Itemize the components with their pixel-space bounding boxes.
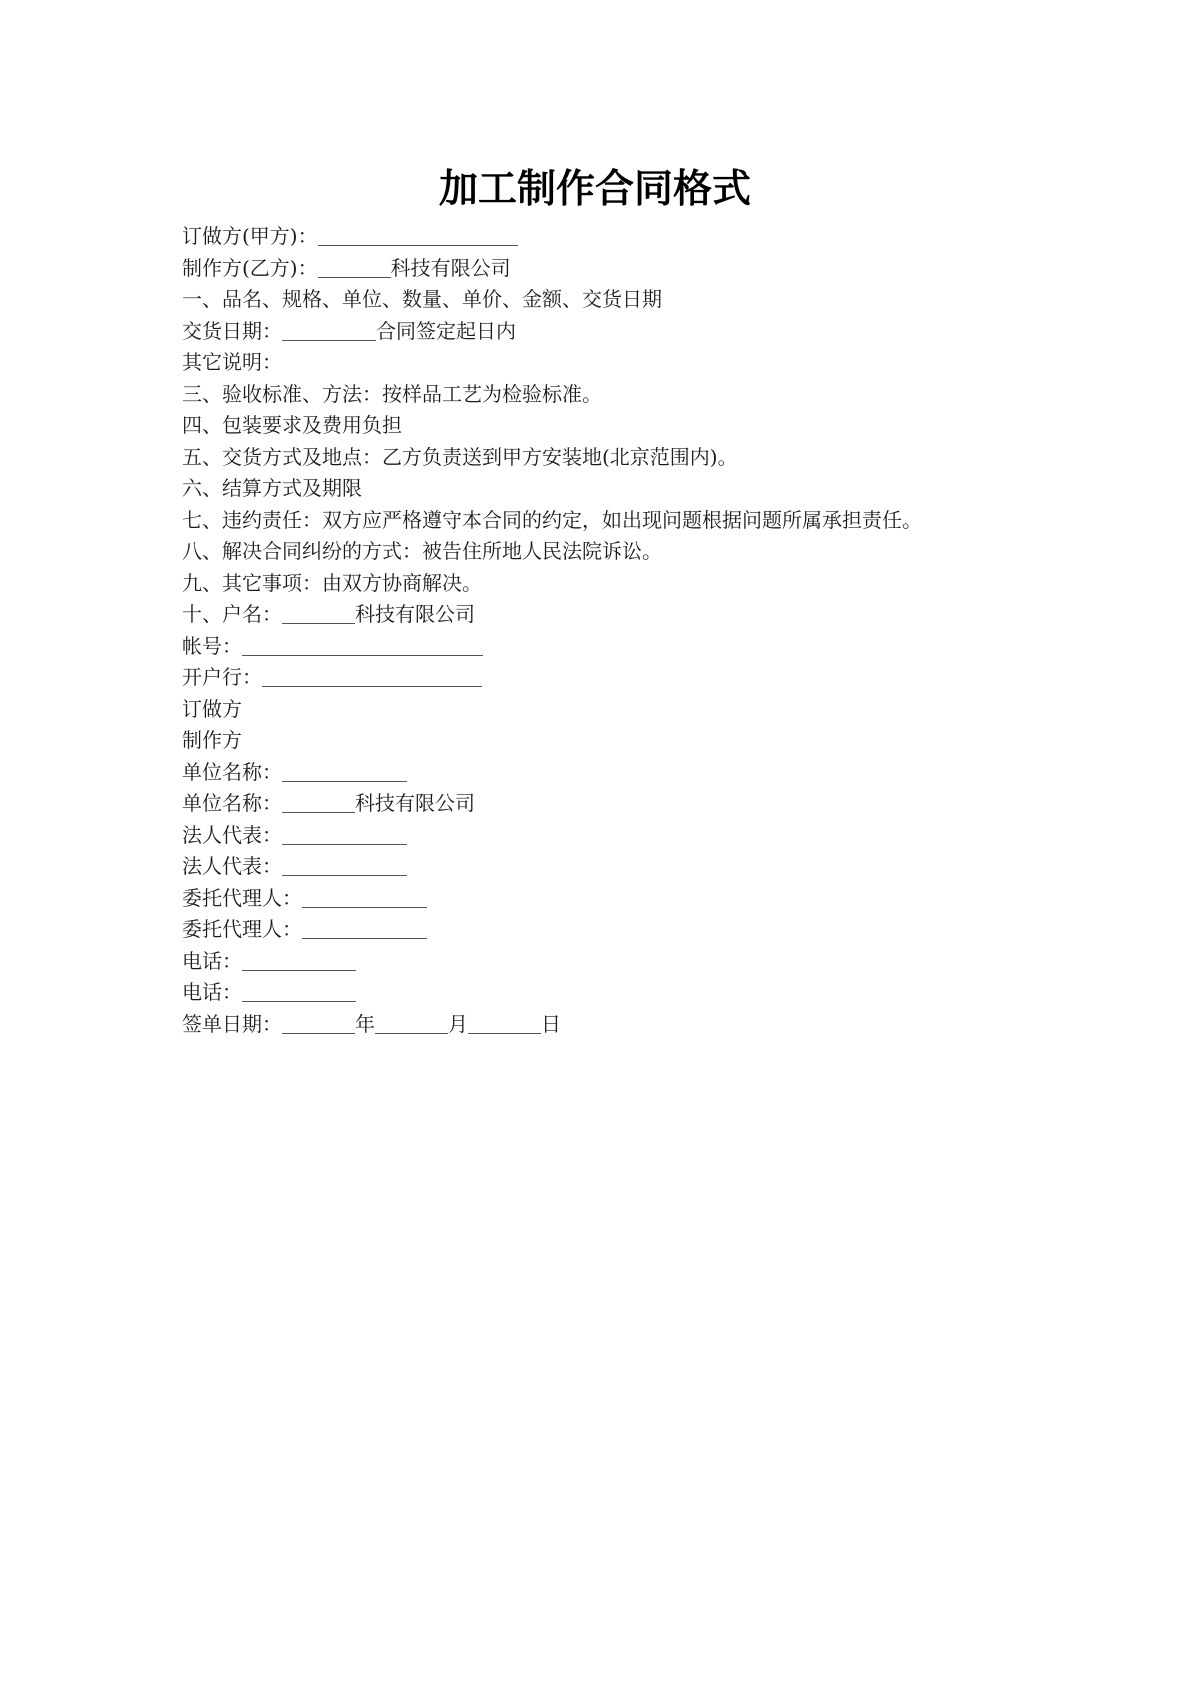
document-line <box>182 788 1082 820</box>
line-text: 科技有限公司 <box>355 602 475 626</box>
fill-in-blank <box>242 637 483 656</box>
line-text: 制作方(乙方)： <box>182 255 318 280</box>
line-text: 合同签定起日内 <box>376 318 516 343</box>
fill-in-blank <box>282 794 355 813</box>
line-text: 十、户名： <box>182 602 282 626</box>
document-line <box>182 568 1082 600</box>
document-body <box>182 221 1082 1040</box>
line-text: 制作方 <box>182 728 242 752</box>
line-text: 年 <box>355 1011 375 1036</box>
document-line <box>182 883 1082 915</box>
line-text: 日 <box>541 1011 561 1036</box>
fill-in-blank <box>375 1015 448 1034</box>
fill-in-blank <box>282 763 407 782</box>
line-text: 法人代表： <box>182 854 282 878</box>
fill-in-blank <box>282 857 407 876</box>
document-line <box>182 694 1082 726</box>
fill-in-blank <box>468 1015 541 1034</box>
document-line <box>182 662 1082 694</box>
document-line <box>182 473 1082 505</box>
fill-in-blank <box>262 668 482 687</box>
document-line <box>182 977 1082 1009</box>
document-line <box>182 1009 1082 1041</box>
line-text: 单位名称： <box>182 759 282 784</box>
line-text: 三、验收标准、方法：按样品工艺为检验标准。 <box>182 381 602 406</box>
line-text: 八、解决合同纠纷的方式：被告住所地人民法院诉讼。 <box>182 539 662 563</box>
line-text: 法人代表： <box>182 822 282 847</box>
document-title: 加工制作合同格式 <box>438 167 751 212</box>
fill-in-blank <box>282 322 376 341</box>
fill-in-blank <box>302 920 427 939</box>
document-line <box>182 599 1082 631</box>
line-text: 五、交货方式及地点：乙方负责送到甲方安装地(北京范围内)。 <box>182 444 738 469</box>
document-line <box>182 757 1082 789</box>
line-text: 科技有限公司 <box>390 255 511 280</box>
fill-in-blank <box>282 826 407 845</box>
line-text: 九、其它事项：由双方协商解决。 <box>182 570 482 595</box>
fill-in-blank <box>242 952 356 971</box>
line-text: 帐号： <box>182 633 242 658</box>
line-text: 科技有限公司 <box>355 791 475 815</box>
document-line <box>182 379 1082 411</box>
line-text: 电话： <box>182 948 242 973</box>
line-text: 单位名称： <box>182 791 282 815</box>
document-line <box>182 410 1082 442</box>
document-line <box>182 253 1082 285</box>
line-text: 一、品名、规格、单位、数量、单价、金额、交货日期 <box>182 287 662 311</box>
document-line <box>182 505 1082 537</box>
document-line <box>182 631 1082 663</box>
line-text: 签单日期： <box>182 1011 282 1036</box>
document-line <box>182 851 1082 883</box>
fill-in-blank <box>282 1015 355 1034</box>
document-line <box>182 347 1082 379</box>
line-text: 订做方(甲方)： <box>182 224 318 248</box>
line-text: 七、违约责任：双方应严格遵守本合同的约定，如出现问题根据问题所属承担责任。 <box>182 507 922 532</box>
fill-in-blank <box>282 605 355 624</box>
line-text: 其它说明： <box>182 350 282 374</box>
document-line <box>182 442 1082 474</box>
fill-in-blank <box>318 259 391 278</box>
line-text: 六、结算方式及期限 <box>182 476 362 500</box>
document-line <box>182 820 1082 852</box>
fill-in-blank <box>242 983 356 1002</box>
line-text: 月 <box>448 1011 468 1036</box>
document-line <box>182 536 1082 568</box>
document-line <box>182 725 1082 757</box>
line-text: 交货日期： <box>182 318 282 343</box>
document-line <box>182 914 1082 946</box>
document-line <box>182 946 1082 978</box>
document-line <box>182 284 1082 316</box>
line-text: 委托代理人： <box>182 885 302 910</box>
line-text: 订做方 <box>182 696 242 721</box>
line-text: 电话： <box>182 980 242 1004</box>
fill-in-blank <box>318 227 518 246</box>
line-text: 委托代理人： <box>182 917 302 941</box>
document-line <box>182 316 1082 348</box>
line-text: 开户行： <box>182 665 262 689</box>
line-text: 四、包装要求及费用负担 <box>182 413 402 437</box>
document-line <box>182 221 1082 253</box>
fill-in-blank <box>302 889 427 908</box>
